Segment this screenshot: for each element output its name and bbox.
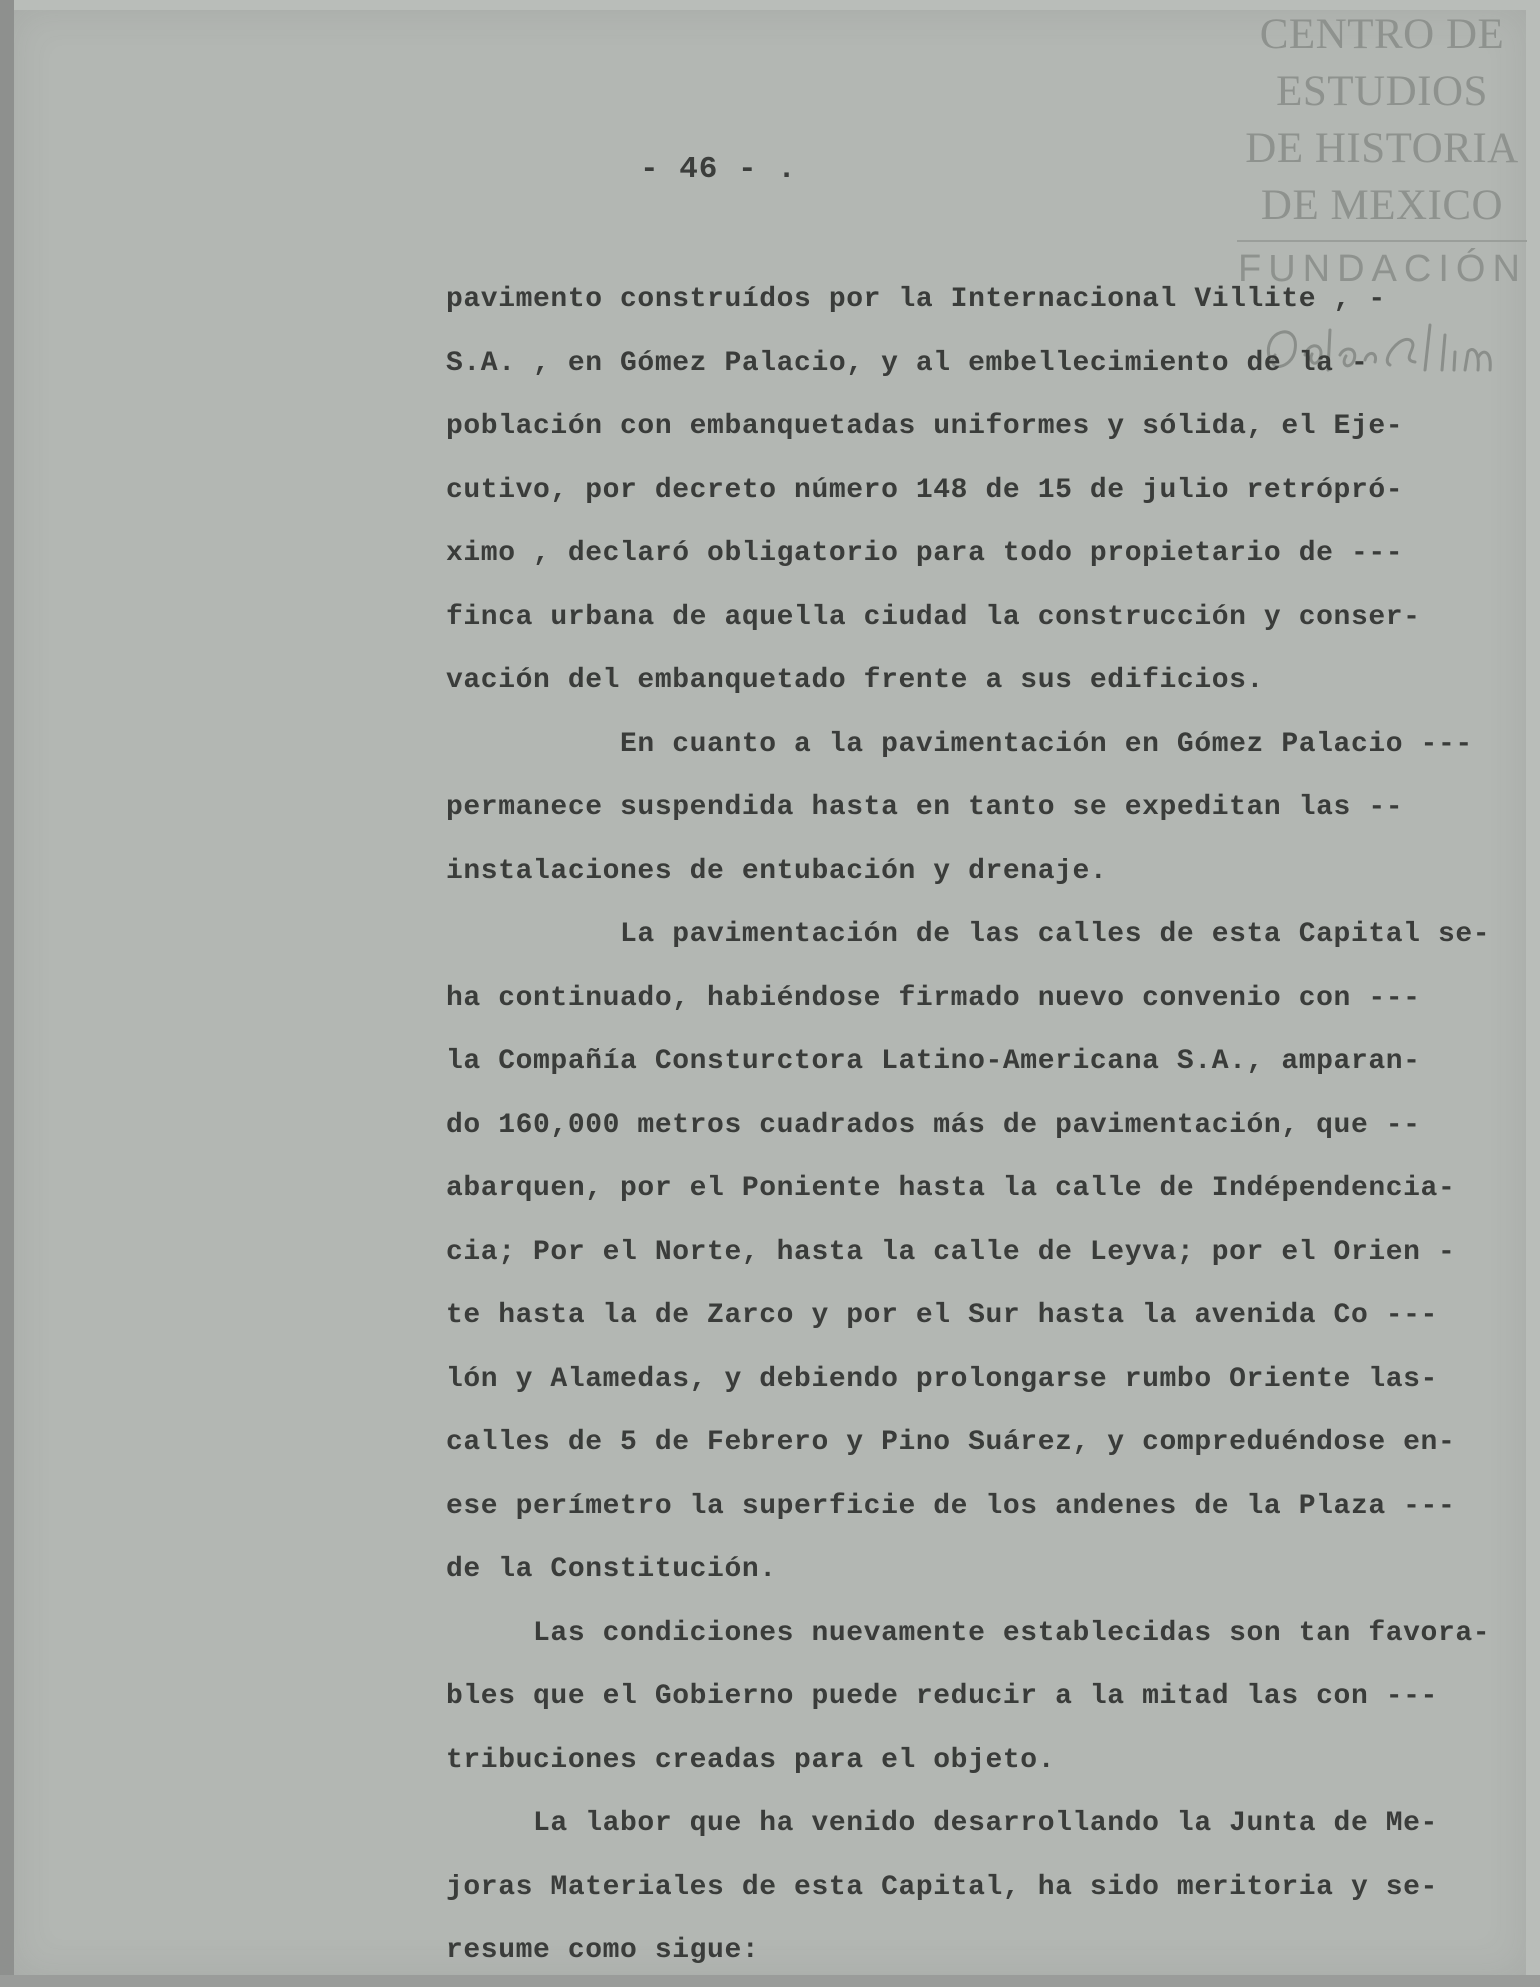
text-line: finca urbana de aquella ciudad la construcción y conser- — [446, 601, 1421, 633]
text-line: tribuciones creadas para el objeto. — [446, 1744, 1056, 1776]
scan-left-edge — [0, 0, 14, 1987]
archive-watermark — [1232, 6, 1532, 291]
text-line: vación del embanquetado frente a sus edificios. — [446, 665, 1264, 696]
page-number: - 46 - . — [640, 152, 797, 187]
watermark-line: DE HISTORIA — [1245, 125, 1519, 172]
watermark-line: ESTUDIOS — [1276, 68, 1488, 115]
text-line: cutivo, por decreto número 148 de 15 de julio retrópró- — [446, 474, 1404, 506]
text-line: te hasta la de Zarco y por el Sur hasta la avenida Co --- — [446, 1300, 1438, 1331]
text-line: población con embanquetadas uniformes y sólida, el Eje- — [446, 411, 1404, 442]
text-line: resume como sigue: — [446, 1935, 760, 1966]
text-line: permanece suspendida hasta en tanto se expeditan las -- — [446, 792, 1404, 823]
text-line: joras Materiales de esta Capital, ha sido meritoria y se- — [446, 1871, 1438, 1903]
text-line: ha continuado, habiéndose firmado nuevo convenio con --- — [446, 982, 1421, 1014]
text-line: calles de 5 de Febrero y Pino Suárez, y compreduéndose en- — [446, 1427, 1456, 1458]
text-line: la Compañía Consturctora Latino-Americana S.A., amparan- — [446, 1046, 1421, 1077]
text-line: S.A. , en Gómez Palacio, y al embellecimiento de la - — [446, 347, 1369, 379]
text-line: ximo , declaró obligatorio para todo propietario de --- — [446, 538, 1404, 569]
text-line: En cuanto a la pavimentación en Gómez Palacio --- — [446, 728, 1473, 760]
watermark-line: DE MEXICO — [1260, 182, 1504, 229]
text-line: Las condiciones nuevamente establecidas son tan favora- — [446, 1617, 1491, 1649]
text-line: pavimento construídos por la Internacional Villite , - — [446, 284, 1386, 315]
document-body — [446, 268, 1491, 1983]
text-line: bles que el Gobierno puede reducir a la mitad las con --- — [446, 1681, 1438, 1712]
text-line: La labor que ha venido desarrollando la Junta de Me- — [446, 1808, 1438, 1839]
text-line: do 160,000 metros cuadrados más de pavimentación, que -- — [446, 1109, 1421, 1141]
text-line: cia; Por el Norte, hasta la calle de Leyva; por el Orien - — [446, 1236, 1456, 1268]
watermark-foundation: FUNDACIÓN — [1238, 248, 1527, 290]
text-line: lón y Alamedas, y debiendo prolongarse rumbo Oriente las- — [446, 1363, 1438, 1395]
text-line: abarquen, por el Poniente hasta la calle de Indépendencia- — [446, 1173, 1456, 1204]
text-line: La pavimentación de las calles de esta Capital se- — [446, 919, 1491, 950]
watermark-divider — [1237, 240, 1527, 242]
text-line: ese perímetro la superficie de los andenes de la Plaza --- — [446, 1490, 1456, 1522]
text-line: de la Constitución. — [446, 1554, 777, 1585]
text-line: instalaciones de entubación y drenaje. — [446, 855, 1108, 887]
watermark-line: CENTRO DE — [1259, 11, 1505, 58]
